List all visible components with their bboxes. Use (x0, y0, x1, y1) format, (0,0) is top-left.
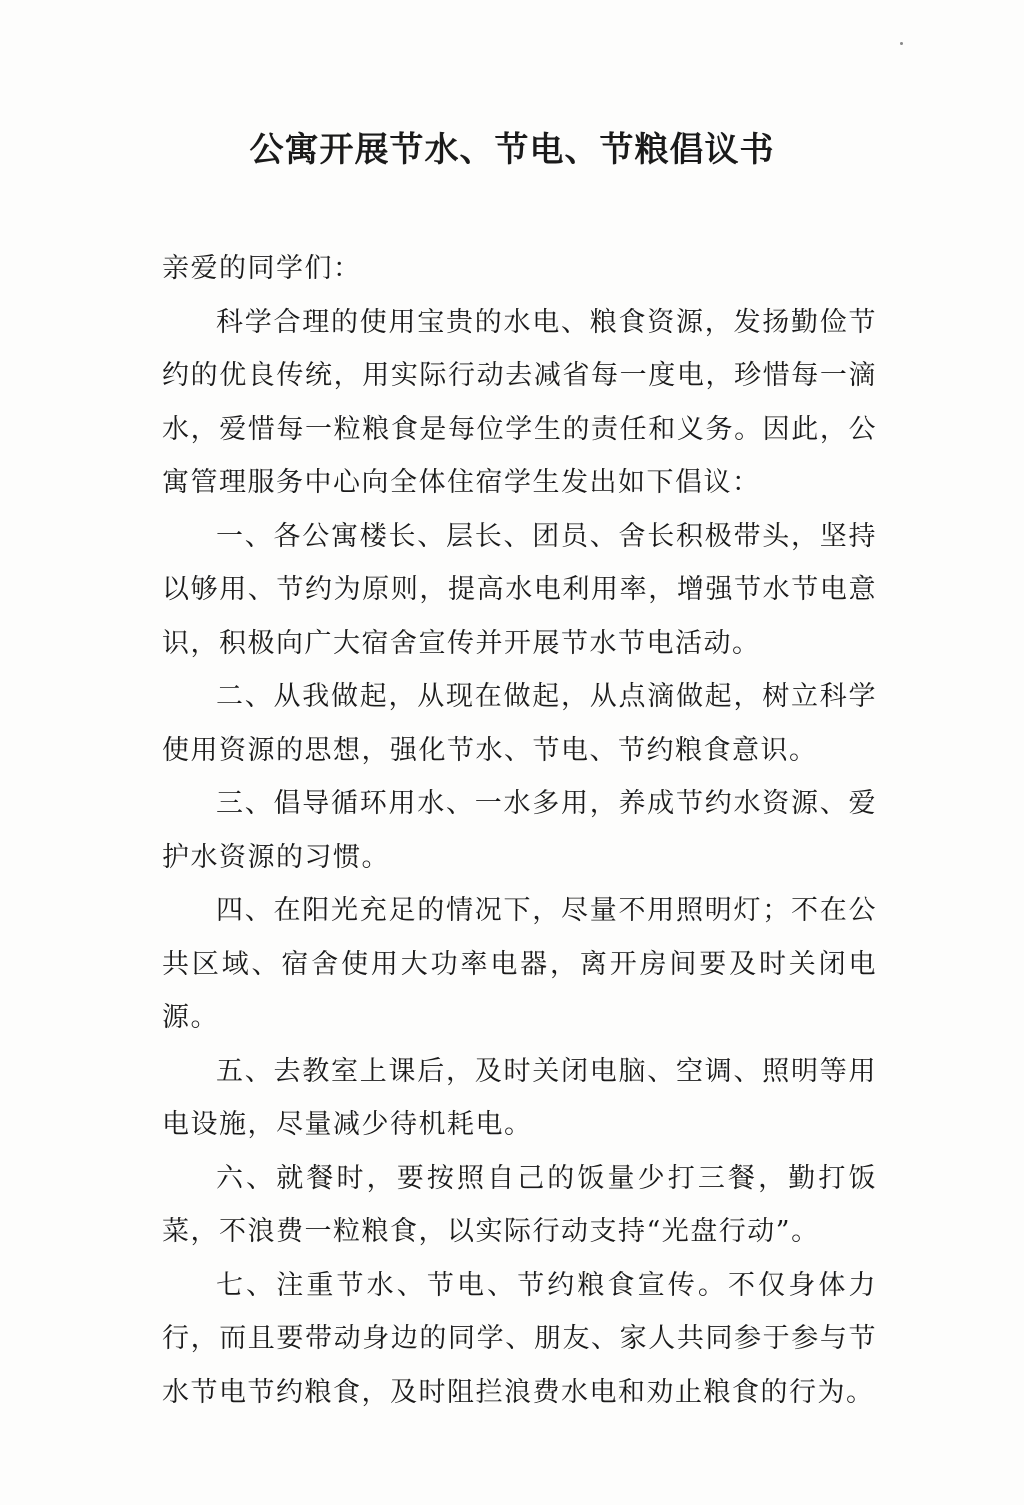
salutation: 亲爱的同学们： (162, 253, 362, 284)
paragraph-intro: 科学合理的使用宝贵的水电、粮食资源，发扬勤俭节约的优良传统，用实际行动去减省每一度电，珍惜每一滴水，爱惜每一粒粮食是每位学生的责任和义务。因此，公寓管理服务中心向全体住宿学生发出如下倡议： (162, 306, 877, 498)
document-body (162, 242, 877, 1419)
paragraph-item-3: 三、倡导循环用水、一水多用，养成节约水资源、爱护水资源的习惯。 (162, 788, 877, 873)
paragraph-item-4: 四、在阳光充足的情况下，尽量不用照明灯；不在公共区域、宿舍使用大功率电器，离开房间要及时关闭电源。 (162, 895, 877, 1033)
scan-speck (900, 42, 903, 45)
paragraph-item-1: 一、各公寓楼长、层长、团员、舍长积极带头，坚持以够用、节约为原则，提高水电利用率，增强节水节电意识，积极向广大宿舍宣传并开展节水节电活动。 (162, 520, 877, 659)
paragraph-item-7: 七、注重节水、节电、节约粮食宣传。不仅身体力行，而且要带动身边的同学、朋友、家人共同参于参与节水节电节约粮食，及时阻拦浪费水电和劝止粮食的行为。 (162, 1269, 877, 1408)
paragraph-item-5: 五、去教室上课后，及时关闭电脑、空调、照明等用电设施，尽量减少待机耗电。 (162, 1055, 877, 1140)
document-title: 公寓开展节水、节电、节粮倡议书 (249, 130, 775, 170)
paragraph-item-2: 二、从我做起，从现在做起，从点滴做起，树立科学使用资源的思想，强化节水、节电、节约粮食意识。 (162, 681, 877, 766)
paragraph-item-6: 六、就餐时，要按照自己的饭量少打三餐，勤打饭菜，不浪费一粒粮食，以实际行动支持“光盘行动”。 (162, 1162, 877, 1247)
